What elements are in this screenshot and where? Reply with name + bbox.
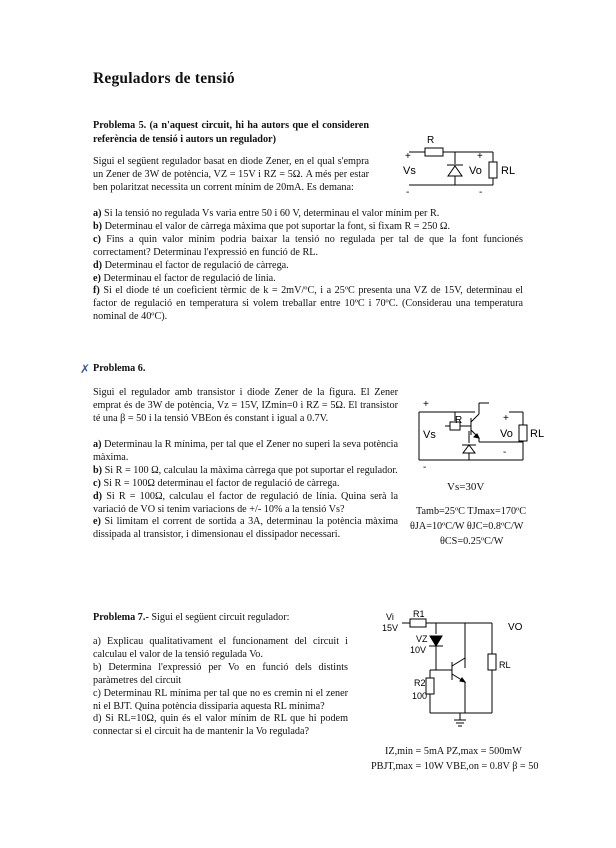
problem-5-item-d: Determinau el factor de regulació de càrrega. xyxy=(104,259,289,271)
circuit6-minus-out: - xyxy=(503,447,507,458)
problem-6-item-c: Si R = 100Ω determinau el factor de regulació de càrrega. xyxy=(103,477,340,489)
cross-mark-icon: ✗ xyxy=(80,362,91,376)
problem-7-items xyxy=(93,636,348,739)
problem-6-item-e: Si limitam el corrent de sortida a 3A, determinau la potència màxima dissipada al transistor, i dimensionau el dissipador necessari. xyxy=(93,516,399,541)
p7-params-2: PBJT,max = 10W VBE,on = 0.8V β = 50 xyxy=(371,761,539,772)
circuit5-rl-label: RL xyxy=(501,165,516,177)
p7-params-1: IZ,min = 5mA PZ,max = 500mW xyxy=(385,746,522,757)
problem-7-heading-bold: Problema 7.- xyxy=(93,612,149,623)
problem-6-intro: Sigui el regulador amb transistor i diode Zener de la figura. El Zener emprat és de 3W de potència, Vz = 15V, IZmin=0 i RZ = 5Ω. El transistor té una β = 50 i la tensió VBEon és constant i igual a 0.7V. xyxy=(93,387,398,424)
problem-5-item-a: Si la tensió no regulada Vs varia entre 50 i 60 V, determinau el valor mínim per R. xyxy=(104,208,440,219)
circuit5-vs-label: Vs xyxy=(403,165,416,177)
problem-5-items: a) Si la tensió no regulada Vs varia entre 50 i 60 V, determinau el valor mínim per R. b) Determinau el valor de càrrega màxima que pot suportar la font, si fixam R = 250 Ω. c) Fins a quin valor mínim podria baixar la tensió no regulada per tal de que la font funcionés correctament? Determinau l'expressió en funció de RL. d) Determinau el factor de regulació de càrrega. e) Determinau el factor de regulació de línia. f) Si el diode té un coeficient tèrmic de k = 2mV/ºC, i a 25ºC presenta una VZ de 15V, determinau el factor de regulació en temperatura si volem treballar entre 10ºC i 70ºC. (Considerau una temperatura nominal de 40ºC). xyxy=(93,208,524,323)
thermal-params-2: θJA=10ºC/W θJC=0.8ºC/W xyxy=(410,521,524,532)
problem-6-item-b: Si R = 100 Ω, calculau la màxima càrrega que pot suportar el regulador. xyxy=(104,464,398,476)
circuit7-vz-label: VZ xyxy=(416,634,428,644)
problem-5-item-e: Determinau el factor de regulació de línia. xyxy=(103,272,276,284)
thermal-params-3: θCS=0.25ºC/W xyxy=(440,536,504,547)
circuit7-r2-label: R2 xyxy=(414,678,426,688)
circuit7-r1-label: R1 xyxy=(413,609,425,619)
circuit6-rl-label: RL xyxy=(530,428,545,440)
circuit5-plus-out: + xyxy=(477,151,483,162)
circuit7-vz-value: 10V xyxy=(410,645,427,655)
problem-7-item-c: c) Determinau RL mínima per tal que no es cremin ni el zener ni el BJT. Quina potència dissiparia aquesta RL mínima? xyxy=(93,687,348,712)
circuit6-minus-in: - xyxy=(423,462,427,473)
problem-7-item-d: d) Si RL=10Ω, quin és el valor mínim de RL que hi podem connectar si el circuit ha de mantenir la Vo regulada? xyxy=(93,713,348,738)
problem-7-heading xyxy=(93,612,289,625)
problem-5-heading: Problema 5. (a n'aquest circuit, hi ha autors que el consideren referència de tensió i autors un regulador) xyxy=(93,120,369,145)
problem-7-heading-text: Sigui el següent circuit regulador: xyxy=(148,612,290,623)
problem-7-item-b: b) Determina l'expressió per Vo en funció dels distints paràmetres del circuit xyxy=(93,661,348,686)
circuit7-vi-value: 15V xyxy=(382,623,399,633)
circuit5-minus-out: - xyxy=(479,187,483,198)
circuit7-r2-value: 100 xyxy=(412,691,428,701)
zener-regulator-circuit xyxy=(395,130,525,200)
page-title: Reguladors de tensió xyxy=(93,70,235,87)
problem-6-item-a: Determinau la R mínima, per tal que el Zener no superi la seva potència màxima. xyxy=(93,439,398,463)
circuit6-vo-label: Vo xyxy=(500,428,513,440)
circuit6-plus-in: + xyxy=(423,399,429,410)
problem-7-item-a: a) Explicau qualitativament el funcionament del circuit i calculau el valor de la tensió regulada Vo. xyxy=(93,636,348,660)
problem-6-heading: Problema 6. xyxy=(93,363,146,374)
circuit5-vo-label: Vo xyxy=(469,165,482,177)
problem-5-item-b: Determinau el valor de càrrega màxima que pot suportar la font, si fixam R = 250 Ω. xyxy=(104,220,451,232)
transistor-regulator-circuit xyxy=(405,395,545,473)
circuit5-r-label: R xyxy=(427,135,435,146)
vs-value: Vs=30V xyxy=(447,481,485,493)
circuit6-r-label: R xyxy=(455,415,463,426)
problem-6-item-d: Si R = 100Ω, calculau el factor de regulació de línia. Quina serà la variació de VO si tenim variacions de +/- 10% a la tensió Vs? xyxy=(93,490,398,515)
circuit7-vo-label: VO xyxy=(508,622,523,633)
circuit5-minus-in: - xyxy=(406,187,410,198)
circuit7-vi-label: Vi xyxy=(386,612,394,622)
problem-5-item-c: Fins a quin valor mínim podria baixar la tensió no regulada per tal de que la font funcionés correctament? Determinau l'expressió en funció de RL. xyxy=(93,233,523,258)
thermal-params-1: Tamb=25ºC TJmax=170ºC xyxy=(416,506,527,517)
problem-5-item-f: Si el diode té un coeficient tèrmic de k = 2mV/ºC, i a 25ºC presenta una VZ de 15V, determinau el factor de regulació en temperatura si volem treballar entre 10ºC i 70ºC. (Considerau una temperatura nominal de 40ºC). xyxy=(93,285,524,323)
circuit7-rl-label: RL xyxy=(499,660,511,670)
problem-6-items: a) Determinau la R mínima, per tal que el Zener no superi la seva potència màxima. b) Si R = 100 Ω, calculau la màxima càrrega que pot suportar el regulador. c) Si R = 100Ω determinau el factor de regulació de càrrega. d) Si R = 100Ω, calculau el factor de regulació de línia. Quina serà la variació de VO si tenim variacions de +/- 10% a la tensió Vs? e) Si limitam el corrent de sortida a 3A, determinau la potència màxima dissipada al transistor, i dimensionau el dissipador necessari. xyxy=(93,439,399,541)
bjt-regulator-circuit xyxy=(380,608,530,748)
circuit6-plus-out: + xyxy=(503,413,509,424)
circuit6-vs-label: Vs xyxy=(423,429,436,441)
problem-5-intro: Sigui el següent regulador basat en diode Zener, en el qual s'empra un Zener de 3W de potència, VZ = 15V i RZ = 5Ω. A més per estar ben polaritzat necessita un corrent mínim de 20mA. Es demana: xyxy=(93,156,369,193)
circuit5-plus-in: + xyxy=(405,151,411,162)
